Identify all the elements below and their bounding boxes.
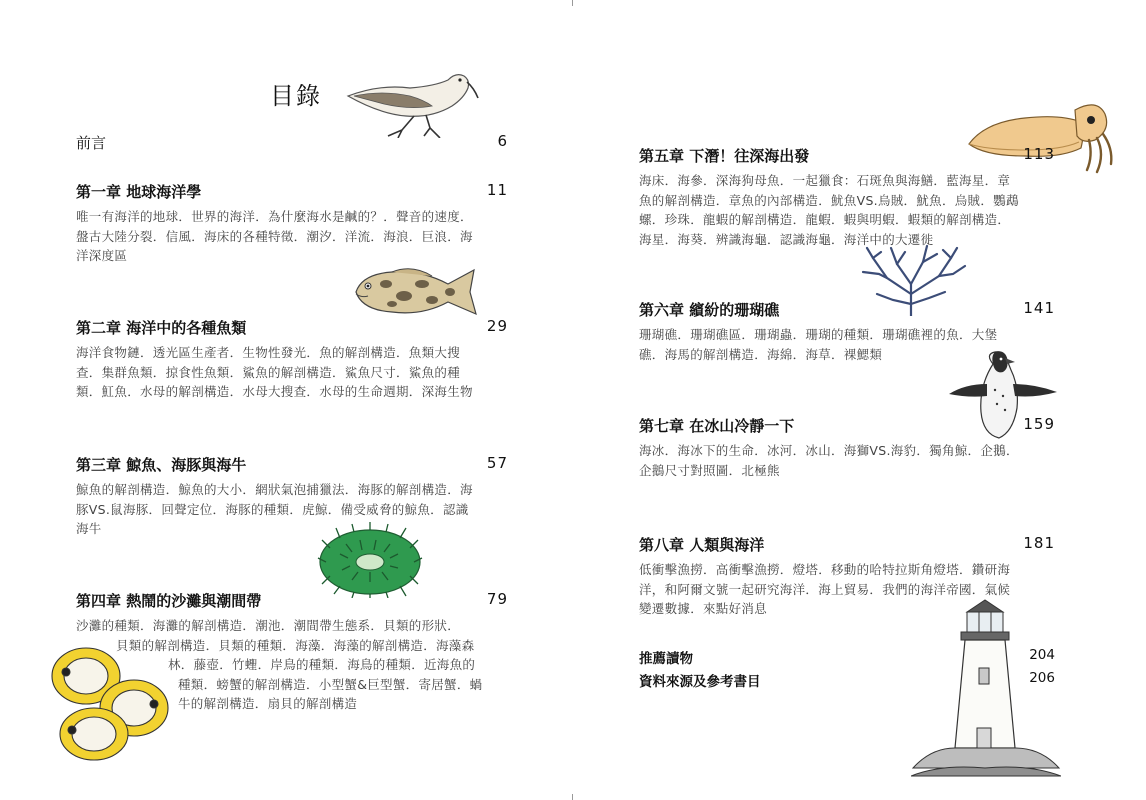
preface-label: 前言 xyxy=(76,134,107,152)
chapter-description: 沙灘的種類．海灘的解剖構造．潮池．潮間帶生態系．貝類的形狀． 貝類的解剖構造．貝類的種類．海藻．海藻的解剖構造．海藻森 林．藤壺．竹蟶．岸鳥的種類．海鳥的種類．近海魚的 種類．螃蟹的解剖構造．小型蟹&巨型蟹．寄居蟹．蝸 牛的解剖構造．扇貝的解剖構造 xyxy=(76,618,483,711)
chapter-2[interactable] xyxy=(76,317,508,402)
preface-page: 6 xyxy=(497,132,508,150)
chapter-title: 第四章 熱鬧的沙灘與潮間帶 xyxy=(76,592,262,610)
lighthouse-illustration xyxy=(911,598,1061,778)
preface-entry[interactable] xyxy=(76,132,508,154)
toc-title: 目錄 xyxy=(270,82,322,110)
chapter-title: 第八章 人類與海洋 xyxy=(639,536,765,554)
butterflyfish-illustration xyxy=(42,642,172,762)
chapter-page: 29 xyxy=(486,317,508,335)
extra-label: 資料來源及參考書目 xyxy=(639,674,761,690)
page-crease-top xyxy=(572,0,573,6)
chapter-page: 11 xyxy=(486,181,508,199)
chapter-page: 57 xyxy=(486,454,508,472)
page-crease-bottom xyxy=(572,794,573,800)
right-page xyxy=(573,0,1146,800)
chapter-description: 海洋食物鏈．透光區生產者．生物性發光．魚的解剖構造．魚類大搜 查．集群魚類．掠食性魚類．鯊魚的解剖構造．鯊魚尺寸．鯊魚的種 類．魟魚．水母的解剖構造．水母大搜查．水母的生命週期．深海生物 xyxy=(76,345,473,399)
chapter-title: 第五章 下潛！往深海出發 xyxy=(639,147,810,165)
chapter-title: 第二章 海洋中的各種魚類 xyxy=(76,319,247,337)
chapter-page: 141 xyxy=(1023,299,1055,317)
grouper-fish-illustration xyxy=(352,262,480,320)
chapter-description: 低衝擊漁撈．高衝擊漁撈．燈塔．移動的哈特拉斯角燈塔．鑽研海 洋，和阿爾文號一起研究海洋．海上貿易．我們的海洋帝國．氣候 變遷數據．來點好消息 xyxy=(639,562,1011,616)
sea-anemone-illustration xyxy=(316,522,424,598)
chapter-page: 79 xyxy=(486,590,508,608)
chapter-description: 海冰．海冰下的生命．冰河．冰山．海獅VS.海豹．獨角鯨．企鵝． 企鵝尺寸對照圖．北極熊 xyxy=(639,443,1019,478)
chapter-title: 第六章 繽紛的珊瑚礁 xyxy=(639,301,780,319)
extra-page: 204 xyxy=(1029,647,1055,663)
chapter-description: 唯一有海洋的地球．世界的海洋．為什麼海水是鹹的？．聲音的速度． 盤古大陸分裂．信風．海床的各種特徵．潮汐．洋流．海浪．巨浪．海 洋深度區 xyxy=(76,209,473,263)
chapter-7[interactable] xyxy=(639,415,1055,480)
sandpiper-illustration xyxy=(340,66,480,138)
chapter-title: 第七章 在冰山冷靜一下 xyxy=(639,417,795,435)
chapter-title: 第三章 鯨魚、海豚與海牛 xyxy=(76,456,247,474)
chapter-title: 第一章 地球海洋學 xyxy=(76,183,202,201)
extra-label: 推薦讀物 xyxy=(639,651,693,667)
chapter-page: 181 xyxy=(1023,534,1055,552)
chapter-3[interactable] xyxy=(76,454,508,539)
chapter-page: 159 xyxy=(1023,415,1055,433)
chapter-5[interactable] xyxy=(639,145,1055,249)
chapter-description: 海床．海參．深海狗母魚．一起獵食：石斑魚與海鱔．藍海星．章 魚的解剖構造．章魚的內部構造．魷魚VS.烏賊．魷魚．烏賊．鸚鵡 螺．珍珠．龍蝦的解剖構造．龍蝦．蝦與明蝦．蝦類的解剖構造． 海星．海葵．辨識海龜．認識海龜．海洋中的大遷徙 xyxy=(639,173,1019,247)
chapter-description: 珊瑚礁．珊瑚礁區．珊瑚蟲．珊瑚的種類．珊瑚礁裡的魚．大堡 礁．海馬的解剖構造．海綿．海草．裸鰓類 xyxy=(639,327,998,362)
extra-page: 206 xyxy=(1029,670,1055,686)
chapter-page: 113 xyxy=(1023,145,1055,163)
chapter-1[interactable] xyxy=(76,181,508,266)
chapter-description: 鯨魚的解剖構造．鯨魚的大小．網狀氣泡捕獵法．海豚的解剖構造．海 豚VS.鼠海豚．回聲定位．海豚的種類．虎鯨．備受威脅的鯨魚．認識 海牛 xyxy=(76,482,473,536)
